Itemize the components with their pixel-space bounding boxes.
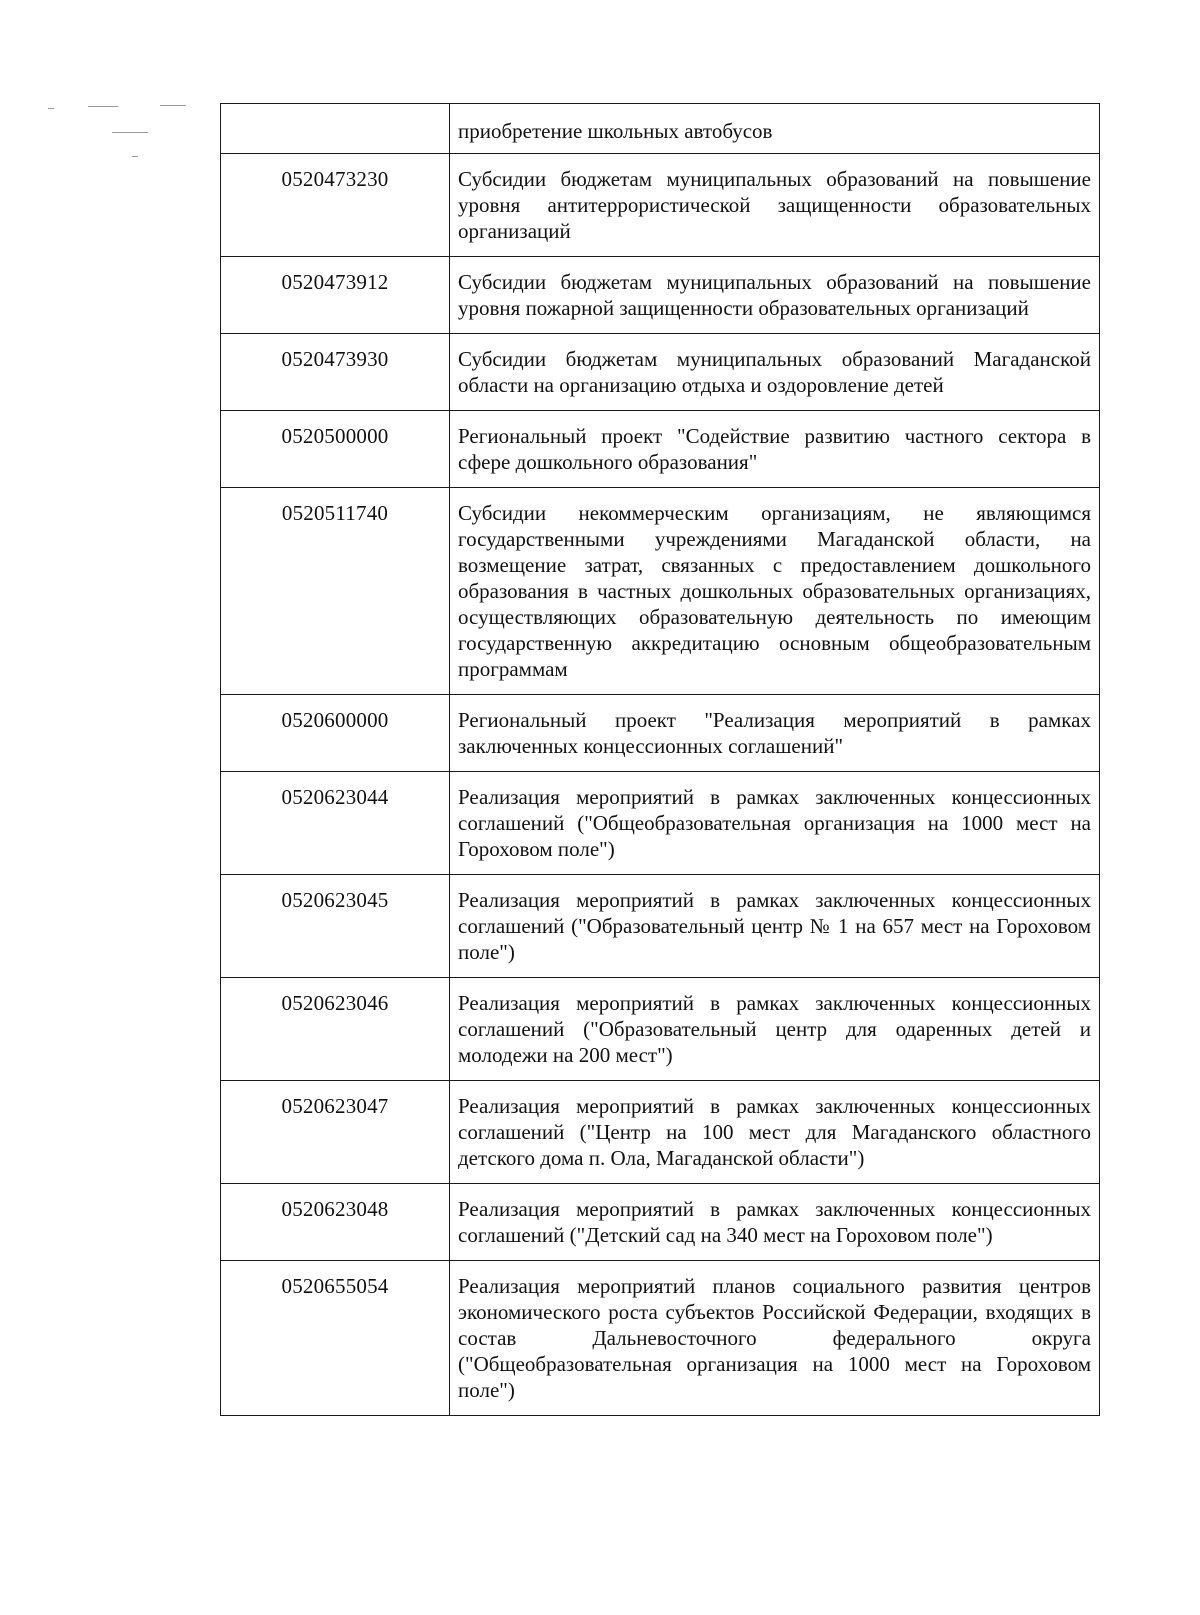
scan-artifact	[88, 106, 118, 107]
table-row	[221, 978, 1100, 1081]
scan-artifact	[112, 132, 148, 133]
table-row	[221, 1261, 1100, 1416]
description-cell: Реализация мероприятий в рамках заключенных концессионных соглашений ("Детский сад на 340 мест на Гороховом поле")	[450, 1184, 1100, 1261]
code-cell: 0520623044	[221, 772, 450, 875]
description-cell: Реализация мероприятий в рамках заключенных концессионных соглашений ("Образовательный центр для одаренных детей и молодежи на 200 мест")	[450, 978, 1100, 1081]
scan-artifact	[160, 105, 186, 106]
description-cell: Реализация мероприятий планов социального развития центров экономического роста субъектов Российской Федерации, входящих в состав Дальневосточного федерального округа ("Общеобразовательная организация на 1000 мест на Гороховом поле")	[450, 1261, 1100, 1416]
code-cell: 0520600000	[221, 695, 450, 772]
scan-artifact	[132, 156, 138, 157]
table-row	[221, 154, 1100, 257]
code-cell: 0520623047	[221, 1081, 450, 1184]
code-cell: 0520473930	[221, 334, 450, 411]
code-cell: 0520473912	[221, 257, 450, 334]
code-cell: 0520623048	[221, 1184, 450, 1261]
description-cell: Субсидии бюджетам муниципальных образований на повышение уровня антитеррористической защищенности образовательных организаций	[450, 154, 1100, 257]
description-cell: приобретение школьных автобусов	[450, 104, 1100, 154]
budget-codes-table	[220, 103, 1100, 1416]
table-row	[221, 104, 1100, 154]
code-cell: 0520623045	[221, 875, 450, 978]
table-row	[221, 772, 1100, 875]
code-cell	[221, 104, 450, 154]
description-cell: Региональный проект "Содействие развитию частного сектора в сфере дошкольного образования"	[450, 411, 1100, 488]
table-row	[221, 411, 1100, 488]
code-cell: 0520623046	[221, 978, 450, 1081]
table-row	[221, 488, 1100, 695]
code-cell: 0520500000	[221, 411, 450, 488]
table-row	[221, 257, 1100, 334]
code-cell: 0520473230	[221, 154, 450, 257]
description-cell: Субсидии бюджетам муниципальных образований на повышение уровня пожарной защищенности образовательных организаций	[450, 257, 1100, 334]
code-cell: 0520511740	[221, 488, 450, 695]
table-row	[221, 1184, 1100, 1261]
description-cell: Субсидии некоммерческим организациям, не являющимся государственными учреждениями Магаданской области, на возмещение затрат, связанных с предоставлением дошкольного образования в частных дошкольных образовательных организациях, осуществляющих образовательную деятельность по имеющим государственную аккредитацию основным общеобразовательным программам	[450, 488, 1100, 695]
description-cell: Реализация мероприятий в рамках заключенных концессионных соглашений ("Центр на 100 мест для Магаданского областного детского дома п. Ола, Магаданской области")	[450, 1081, 1100, 1184]
table-row	[221, 695, 1100, 772]
description-cell: Реализация мероприятий в рамках заключенных концессионных соглашений ("Образовательный центр № 1 на 657 мест на Гороховом поле")	[450, 875, 1100, 978]
table-row	[221, 1081, 1100, 1184]
description-cell: Реализация мероприятий в рамках заключенных концессионных соглашений ("Общеобразовательная организация на 1000 мест на Гороховом поле")	[450, 772, 1100, 875]
table-row	[221, 334, 1100, 411]
scan-artifact	[48, 108, 54, 109]
code-cell: 0520655054	[221, 1261, 450, 1416]
description-cell: Субсидии бюджетам муниципальных образований Магаданской области на организацию отдыха и оздоровление детей	[450, 334, 1100, 411]
description-cell: Региональный проект "Реализация мероприятий в рамках заключенных концессионных соглашений"	[450, 695, 1100, 772]
table-row	[221, 875, 1100, 978]
